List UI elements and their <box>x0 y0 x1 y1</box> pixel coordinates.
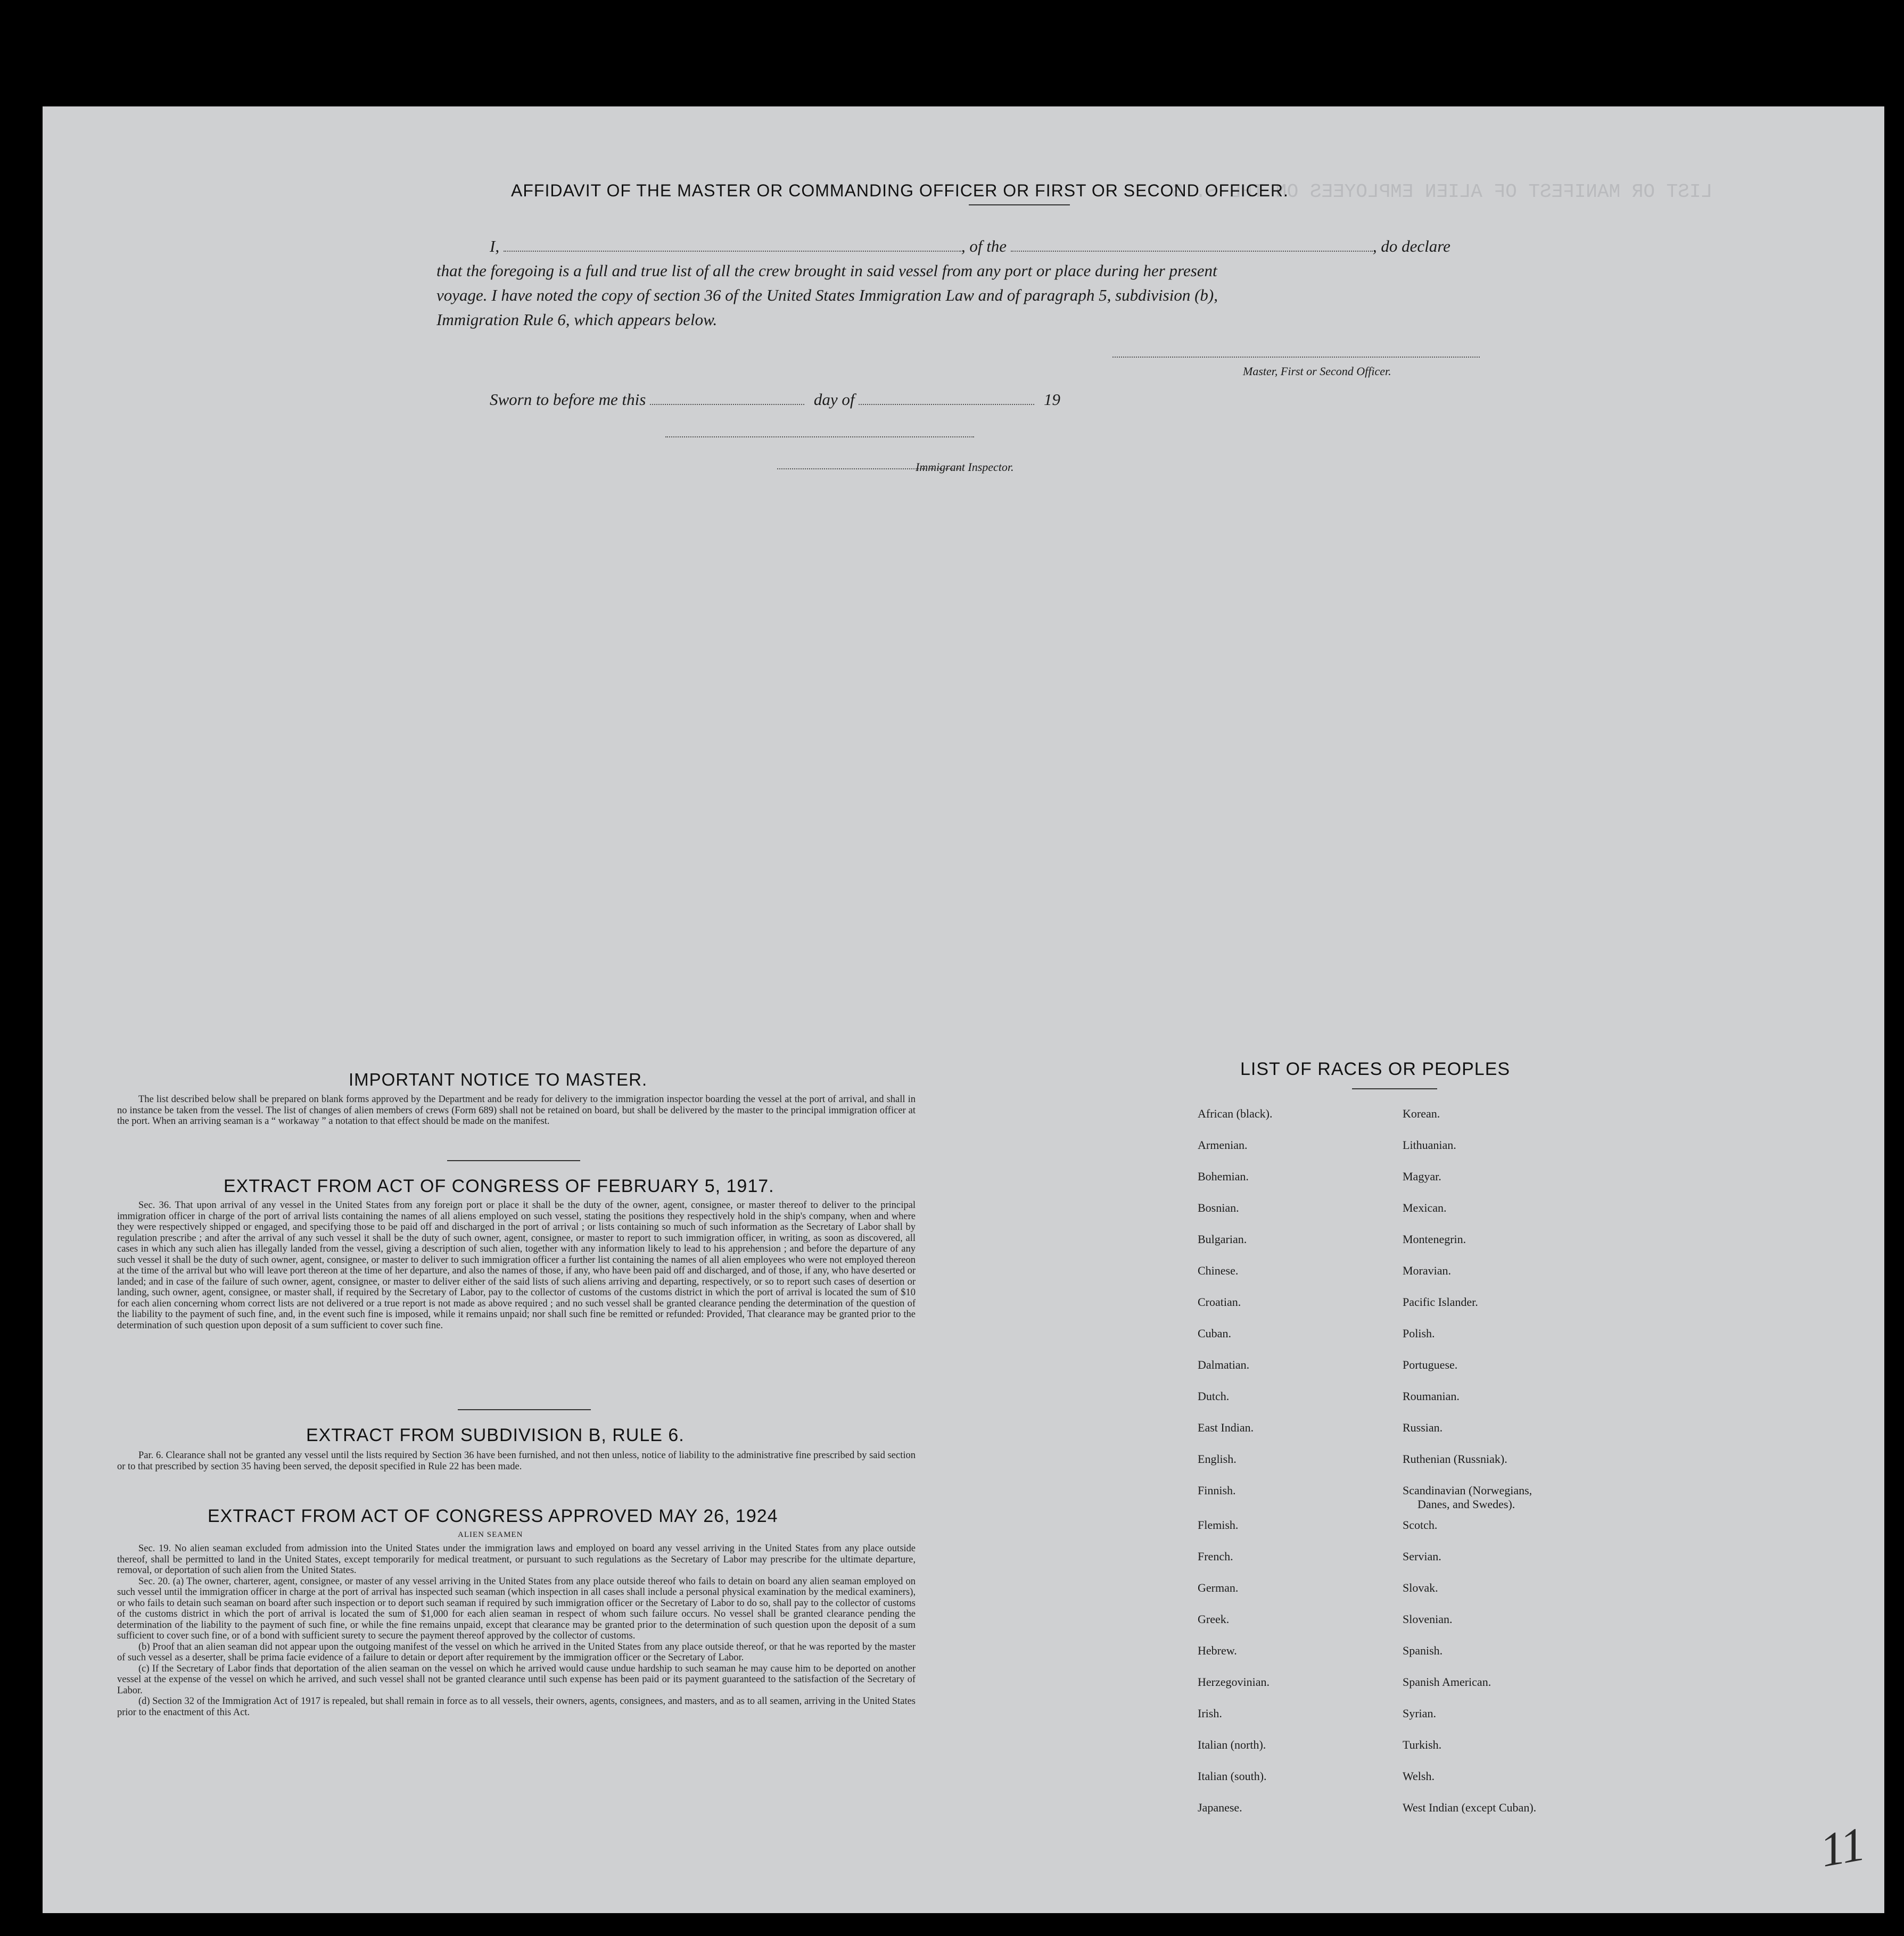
race-item: German. <box>1198 1581 1239 1594</box>
handwritten-page-mark: 11 <box>1816 1817 1869 1877</box>
race-item: East Indian. <box>1198 1421 1254 1434</box>
affidavit-title: AFFIDAVIT OF THE MASTER OR COMMANDING OFFICER OR FIRST OR SECOND OFFICER. <box>511 181 1289 200</box>
affidavit-text-2: voyage. I have noted the copy of section 36 of the United States Immigration Law and of paragraph 5, subdivision (b), <box>436 286 1218 304</box>
divider <box>458 1409 591 1410</box>
notice-text: The list described below shall be prepared on blank forms approved by the Department and be ready for delivery to the immigration inspector boarding the vessel at the port of arrival, and shall in no instance be taken from the vessel. The list of changes of alien members of crews (Form 689) shall not be retained on board, but shall be delivered by the master to the principal immigration officer at the port. When an arriving seaman is a “ workaway ” a notation to that effect should be made on the manifest. <box>117 1094 916 1127</box>
year-label: 19 <box>1043 390 1060 409</box>
sec-20b-text: (b) Proof that an alien seaman did not appear upon the outgoing manifest of the vessel on which he arrived in the United States from any place outside thereof, or that he was reported by the master of such vessel as a deserter, shall be prima facie evidence of a failure to detain or deport after requirement by the immigration officer or the Secretary of Labor. <box>117 1641 916 1663</box>
race-item: Scotch. <box>1403 1518 1438 1532</box>
extract-1924-text-block <box>117 1543 916 1718</box>
race-item: Polish. <box>1403 1327 1435 1340</box>
sworn-day-field[interactable] <box>650 404 804 405</box>
name-field[interactable] <box>504 251 961 252</box>
extract-1924-subtitle: ALIEN SEAMEN <box>458 1530 523 1539</box>
race-item: Bohemian. <box>1198 1170 1249 1183</box>
race-item: Bulgarian. <box>1198 1232 1247 1246</box>
race-item: Croatian. <box>1198 1295 1241 1309</box>
race-item: Servian. <box>1403 1550 1441 1563</box>
race-item: Greek. <box>1198 1612 1230 1626</box>
race-item: Pacific Islander. <box>1403 1295 1478 1309</box>
race-item: Welsh. <box>1403 1769 1435 1783</box>
notice-text-block <box>117 1094 916 1127</box>
race-item: Chinese. <box>1198 1264 1239 1277</box>
race-item: Italian (north). <box>1198 1738 1266 1751</box>
sworn-line <box>490 387 1060 412</box>
inspector-caption: Immigrant Inspector. <box>916 460 1014 474</box>
race-item: Moravian. <box>1403 1264 1452 1277</box>
race-item: Japanese. <box>1198 1801 1242 1814</box>
race-item: Korean. <box>1403 1107 1440 1120</box>
notice-title: IMPORTANT NOTICE TO MASTER. <box>349 1070 648 1089</box>
race-item: West Indian (except Cuban). <box>1403 1801 1537 1814</box>
race-item: Mexican. <box>1403 1201 1447 1214</box>
race-item: English. <box>1198 1452 1237 1466</box>
sworn-label: Sworn to before me this <box>490 390 646 409</box>
officer-signature-caption: Master, First or Second Officer. <box>1243 365 1391 378</box>
inspector-signature-line[interactable] <box>665 436 974 437</box>
race-item: Slovenian. <box>1403 1612 1453 1626</box>
race-item: Flemish. <box>1198 1518 1239 1532</box>
race-item: Spanish. <box>1403 1644 1443 1657</box>
race-item: Magyar. <box>1403 1170 1441 1183</box>
race-item: Syrian. <box>1403 1707 1436 1720</box>
sec-20d-text: (d) Section 32 of the Immigration Act of 1917 is repealed, but shall remain in force as to all vessels, their owners, agents, consignees, and masters, and as to all seamen, arriving in the United States prior to the enactment of this Act. <box>117 1696 916 1718</box>
sec-20c-text: (c) If the Secretary of Labor finds that deportation of the alien seaman on the vessel on which he arrived would cause undue hardship to such seaman he may cause him to be deported on another vessel at the expense of the vessel on which he arrived, and such vessel shall not be granted clearance until such expense has been paid or its payment guaranteed to the satisfaction of the Secretary of Labor. <box>117 1663 916 1696</box>
officer-signature-line[interactable] <box>1112 357 1480 358</box>
extract-1924-title: EXTRACT FROM ACT OF CONGRESS APPROVED MAY 26, 1924 <box>208 1506 778 1526</box>
extract-1917-title: EXTRACT FROM ACT OF CONGRESS OF FEBRUARY 5, 1917. <box>224 1176 774 1196</box>
race-item: Spanish American. <box>1403 1675 1491 1689</box>
extract-1917-text: Sec. 36. That upon arrival of any vessel in the United States from any foreign port or place it shall be the duty of the owner, agent, consignee, or master thereof to deliver to the principal immigration officer in charge of the port of arrival lists containing the names of all aliens employed on such vessel, stating the positions they respectively hold in the ship's company, when and where they were respectively shipped or engaged, and specifying those to be paid off and discharged in the port of arrival ; or lists containing so much of such information as the Secretary of Labor shall by regulation prescribe ; and after the arrival of any such vessel it shall be the duty of such owner, agent, consignee, or master to report to such immigration officer, in writing, as soon as discovered, all cases in which any such alien has illegally landed from the vessel, giving a description of such alien, together with any information likely to lead to his apprehension ; and before the departure of any such vessel it shall be the duty of such owner, agent, consignee, or master to deliver to such immigration officer a further list containing the names of all alien employees who were not employed thereon at the time of the arrival but who will leave port thereon at the time of her departure, and also the names of those, if any, who have been paid off and discharged, and of those, if any, who have deserted or landed; and in case of the failure of such owner, agent, consignee, or master to deliver either of the said lists of such aliens arriving and departing, respectively, or so to report such cases of desertion or landing, such owner, agent, consignee, or master shall, if required by the Secretary of Labor, pay to the collector of customs of the customs district in which the port of arrival is located the sum of $10 for each alien concerning whom correct lists are not delivered or a true report is not made as above required ; and no such vessel shall be granted clearance pending the determination of the question of the liability to the payment of such fine, and, in the event such fine is imposed, while it remains unpaid; nor shall such fine be remitted or refunded: Provided, That clearance may be granted prior to the determination of such question upon deposit of a sum sufficient to cover such fine. <box>117 1200 916 1331</box>
race-item: Slovak. <box>1403 1581 1438 1594</box>
rule-6-text-block <box>117 1450 916 1472</box>
vessel-field[interactable] <box>1011 251 1373 252</box>
race-item-continuation: Danes, and Swedes). <box>1417 1497 1515 1511</box>
of-the-label: , of the <box>961 237 1007 255</box>
race-item: French. <box>1198 1550 1233 1563</box>
race-item: Dutch. <box>1198 1389 1230 1403</box>
races-title: LIST OF RACES OR PEOPLES <box>1240 1059 1511 1079</box>
race-item: Bosnian. <box>1198 1201 1239 1214</box>
race-item: Ruthenian (Russniak). <box>1403 1452 1507 1466</box>
race-item: Lithuanian. <box>1403 1138 1456 1152</box>
race-item: Italian (south). <box>1198 1769 1267 1783</box>
affidavit-text-3: Immigration Rule 6, which appears below. <box>436 310 718 329</box>
race-item: Roumanian. <box>1403 1389 1460 1403</box>
race-item: Irish. <box>1198 1707 1222 1720</box>
extract-1917-text-block <box>117 1200 916 1331</box>
sworn-month-field[interactable] <box>859 404 1034 405</box>
sec-20a-text: Sec. 20. (a) The owner, charterer, agent, consignee, or master of any vessel arriving in the United States from any place outside thereof who fails to detain on board any alien seaman employed on such vessel until the immigration officer in charge at the port of arrival has inspected such seaman (which inspection in all cases shall include a personal physical examination by the medical examiners), or who fails to detain such seaman on board after such inspection or to deport such seaman if required by such immigration officer or the Secretary of Labor to do so, shall pay to the collector of customs of the customs district in which the port of arrival is located the sum of $1,000 for each alien seaman in respect of whom such failure occurs. No vessel shall be granted clearance pending the determination of the liability to the payment of such fine, or while the fine remains unpaid, except that clearance may be granted prior to the determination of such question upon the deposit of a sum sufficient to cover such fine, or of a bond with sufficient surety to secure the payment thereof approved by the collector of customs. <box>117 1576 916 1641</box>
affidavit-declaration-line <box>490 234 1501 259</box>
divider <box>447 1160 580 1161</box>
sec-19-text: Sec. 19. No alien seaman excluded from admission into the United States under the immigration laws and employed on board any vessel arriving in the United States from any place outside thereof, shall be permitted to land in the United States, except temporarily for medical treatment, or pursuant to such regulations as the Secretary of Labor may prescribe for the ultimate departure, removal, or deportation of such alien from the United States. <box>117 1543 916 1576</box>
race-item: Herzegovinian. <box>1198 1675 1270 1689</box>
race-item: Montenegrin. <box>1403 1232 1466 1246</box>
divider <box>969 204 1070 205</box>
rule-6-title: EXTRACT FROM SUBDIVISION B, RULE 6. <box>306 1425 685 1445</box>
race-item: Portuguese. <box>1403 1358 1458 1371</box>
manifest-page <box>43 106 1884 1913</box>
race-item: Armenian. <box>1198 1138 1248 1152</box>
race-item: Scandinavian (Norwegians, <box>1403 1484 1532 1497</box>
race-item: Cuban. <box>1198 1327 1231 1340</box>
affidavit-text-1: that the foregoing is a full and true list of all the crew brought in said vessel from any port or place during her present <box>436 261 1217 280</box>
race-item: Dalmatian. <box>1198 1358 1250 1371</box>
race-item: Finnish. <box>1198 1484 1236 1497</box>
race-item: Hebrew. <box>1198 1644 1237 1657</box>
bleed-through-header: LIST OR MANIFEST OF ALIEN EMPLOYEES ON THE S. S. <box>1160 181 1712 203</box>
race-item: African (black). <box>1198 1107 1273 1120</box>
day-of-label: day of <box>813 390 855 409</box>
divider <box>1352 1088 1437 1089</box>
rule-6-text: Par. 6. Clearance shall not be granted any vessel until the lists required by Section 36 have been furnished, and not then unless, notice of liability to the administrative fine prescribed by said section or to that prescribed by section 35 having been served, the deposit specified in Rule 22 has been made. <box>117 1450 916 1472</box>
do-declare-label: , do declare <box>1372 237 1450 255</box>
race-item: Turkish. <box>1403 1738 1442 1751</box>
i-label: I, <box>490 237 500 255</box>
race-item: Russian. <box>1403 1421 1443 1434</box>
